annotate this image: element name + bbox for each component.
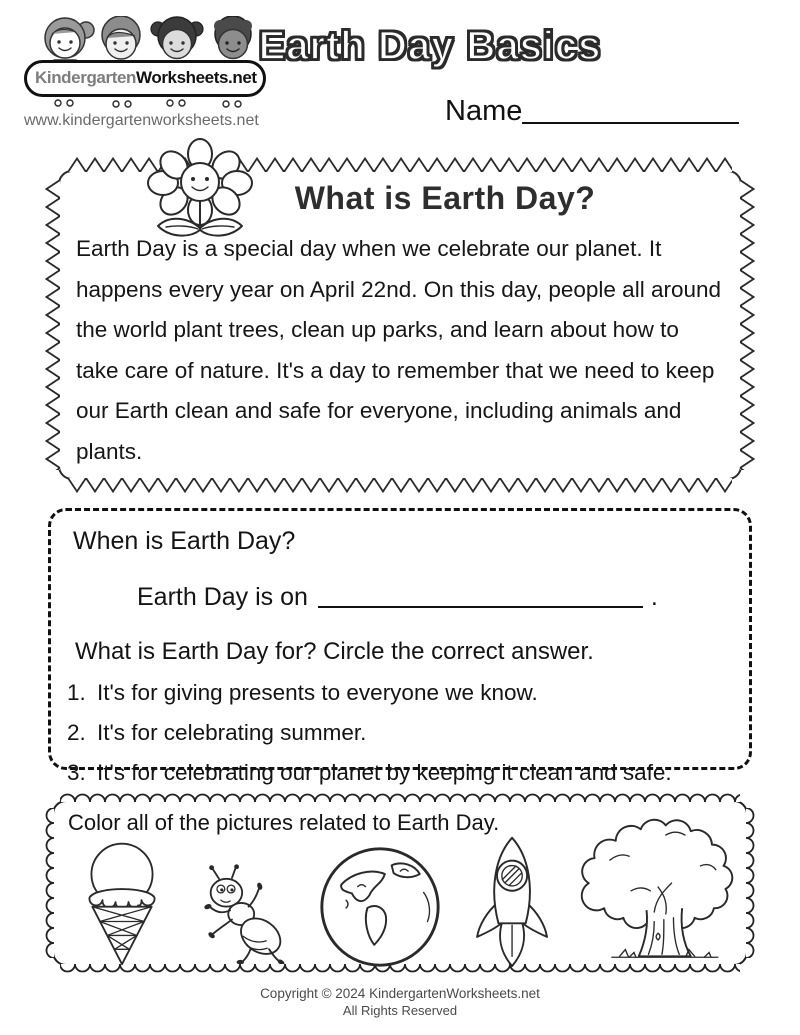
site-logo <box>24 16 266 115</box>
name-label: Name <box>445 95 523 127</box>
zigzag-border-left <box>45 180 60 470</box>
question-when: When is Earth Day? <box>73 527 296 555</box>
copyright-line: Copyright © 2024 KindergartenWorksheets.net <box>260 986 540 1001</box>
name-blank-line[interactable] <box>522 94 739 124</box>
footer <box>0 986 800 1018</box>
logo-text-gray: Kindergarten <box>35 68 136 87</box>
tree-picture[interactable] <box>572 810 748 964</box>
option-number: 2. <box>67 720 86 745</box>
dangling-feet-decoration <box>24 98 266 110</box>
intro-heading: What is Earth Day? <box>294 180 596 216</box>
page-title: Earth Day Basics <box>258 24 602 68</box>
ice-cream-cone-picture[interactable] <box>64 840 180 966</box>
ant-picture[interactable] <box>192 864 296 964</box>
option-number: 1. <box>67 680 86 705</box>
option-number: 3. <box>67 760 86 785</box>
scallop-border-top <box>60 793 740 802</box>
option-text: It's for giving presents to everyone we know. <box>97 680 538 705</box>
intro-paragraph: Earth Day is a special day when we celebrate our planet. It happens every year on April 22nd. On this day, people all around the world plant trees, clean up parks, and learn about how to take care of nature. It's a day to remember that we need to keep our Earth clean and safe for everyone, including animals and plants. <box>76 236 722 464</box>
coloring-section <box>52 800 748 966</box>
site-url: www.kindergartenworksheets.net <box>24 112 259 129</box>
coloring-instruction: Color all of the pictures related to Earth Day. <box>68 810 500 835</box>
answer-option-2[interactable] <box>67 720 733 746</box>
question-what-for: What is Earth Day for? Circle the correct answer. <box>75 638 594 665</box>
zigzag-border-right <box>740 180 755 470</box>
option-text: It's for celebrating summer. <box>97 720 367 745</box>
name-field-row <box>445 94 739 128</box>
intro-section <box>58 170 742 480</box>
scallop-border-left <box>45 808 54 958</box>
rocket-picture[interactable] <box>464 832 564 968</box>
earth-globe-picture[interactable] <box>316 844 444 970</box>
fill-in-suffix: . <box>650 583 658 611</box>
rights-line: All Rights Reserved <box>342 1003 458 1018</box>
fill-in-row <box>137 582 733 612</box>
logo-wordmark <box>24 60 266 97</box>
logo-text-black: Worksheets.net <box>136 68 257 87</box>
zigzag-border-bottom <box>68 478 732 493</box>
questions-section <box>48 508 752 785</box>
flower-icon <box>146 138 254 246</box>
option-text: It's for celebrating our planet by keeping it clean and safe. <box>97 760 672 785</box>
answer-option-3[interactable] <box>67 760 733 786</box>
fill-in-prefix: Earth Day is on <box>137 583 308 611</box>
answer-option-1[interactable] <box>67 680 733 706</box>
answer-blank-line[interactable] <box>318 582 643 608</box>
